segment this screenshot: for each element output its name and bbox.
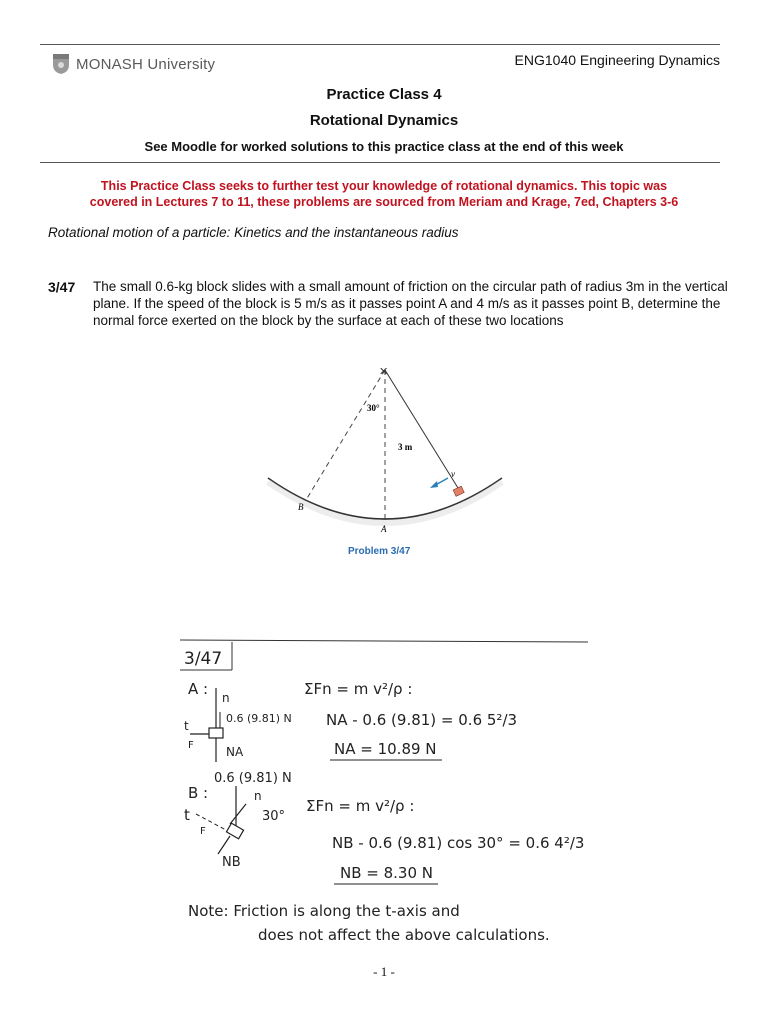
- intro-line-1: This Practice Class seeks to further test your knowledge of rotational dynamics. This topic was: [100, 179, 668, 193]
- page-number: - 1 -: [373, 964, 395, 979]
- angle-label: 30°: [367, 403, 380, 413]
- svg-text:n: n: [254, 789, 262, 803]
- university-name: MONASH University: [76, 55, 216, 73]
- svg-text:F: F: [188, 740, 194, 751]
- university-logo: [52, 50, 215, 78]
- sum-forces-a: ΣFn = m v²/ρ :: [304, 680, 413, 698]
- solution-top-rule: [180, 640, 588, 642]
- solution-number: 3/47: [184, 649, 223, 669]
- equation-b: NB - 0.6 (9.81) cos 30° = 0.6 4²/3: [332, 834, 585, 852]
- moodle-notice: See Moodle for worked solutions to this practice class at the end of this week: [144, 139, 624, 154]
- radius-label: 3 m: [398, 442, 413, 452]
- note-line-2: does not affect the above calculations.: [258, 926, 550, 944]
- result-a: NA = 10.89 N: [334, 740, 437, 758]
- top-rule: [40, 44, 720, 45]
- radius-to-b: [306, 370, 385, 500]
- page-title: Practice Class 4: [326, 86, 442, 103]
- problem-figure: [250, 360, 520, 570]
- sum-forces-b: ΣFn = m v²/ρ :: [306, 797, 415, 815]
- sliding-block: [453, 486, 464, 496]
- part-b-label: B :: [188, 784, 209, 802]
- note-line-1: Note: Friction is along the t-axis and: [188, 902, 460, 920]
- problem-number: 3/47: [48, 279, 76, 295]
- svg-text:t: t: [184, 806, 190, 824]
- result-b: NB = 8.30 N: [340, 864, 434, 882]
- figure-caption: Problem 3/47: [348, 546, 411, 557]
- point-b-label: B: [298, 502, 304, 512]
- svg-text:F: F: [200, 826, 206, 837]
- weight-a: 0.6 (9.81) N: [226, 712, 292, 725]
- equation-a: NA - 0.6 (9.81) = 0.6 5²/3: [326, 711, 518, 729]
- radius-line: [385, 370, 458, 488]
- block-a: [209, 728, 223, 738]
- velocity-label: v: [451, 469, 455, 479]
- intro-line-2: covered in Lectures 7 to 11, these problems are sourced from Meriam and Krage, 7ed, Chapters 3-6: [89, 195, 679, 209]
- svg-text:t: t: [184, 719, 189, 733]
- velocity-arrowhead: [430, 481, 438, 488]
- weight-b: 0.6 (9.81) N: [214, 771, 292, 786]
- crest-icon: [52, 53, 70, 75]
- worked-solution: [176, 636, 596, 948]
- course-title: ENG1040 Engineering Dynamics: [514, 52, 720, 68]
- page-subtitle: Rotational Dynamics: [309, 112, 459, 129]
- problem-text: The small 0.6-kg block slides with a small amount of friction on the circular path of radius 3m in the vertical plane. If the speed of the block is 5 m/s as it passes point A and 4 m/s as it passes point B, determine the normal force exerted on the block by the surface at each of these two locations: [93, 279, 728, 328]
- point-a-label: A: [381, 524, 387, 534]
- title-rule: [40, 162, 720, 163]
- center-marker: ✕: [379, 365, 389, 378]
- svg-text:n: n: [222, 691, 230, 705]
- angle-b: 30°: [262, 809, 286, 824]
- nb-label-b: NB: [222, 855, 241, 870]
- section-heading: Rotational motion of a particle: Kinetics and the instantaneous radius: [48, 225, 459, 240]
- part-a-label: A :: [188, 680, 209, 698]
- na-label-a: NA: [226, 745, 244, 759]
